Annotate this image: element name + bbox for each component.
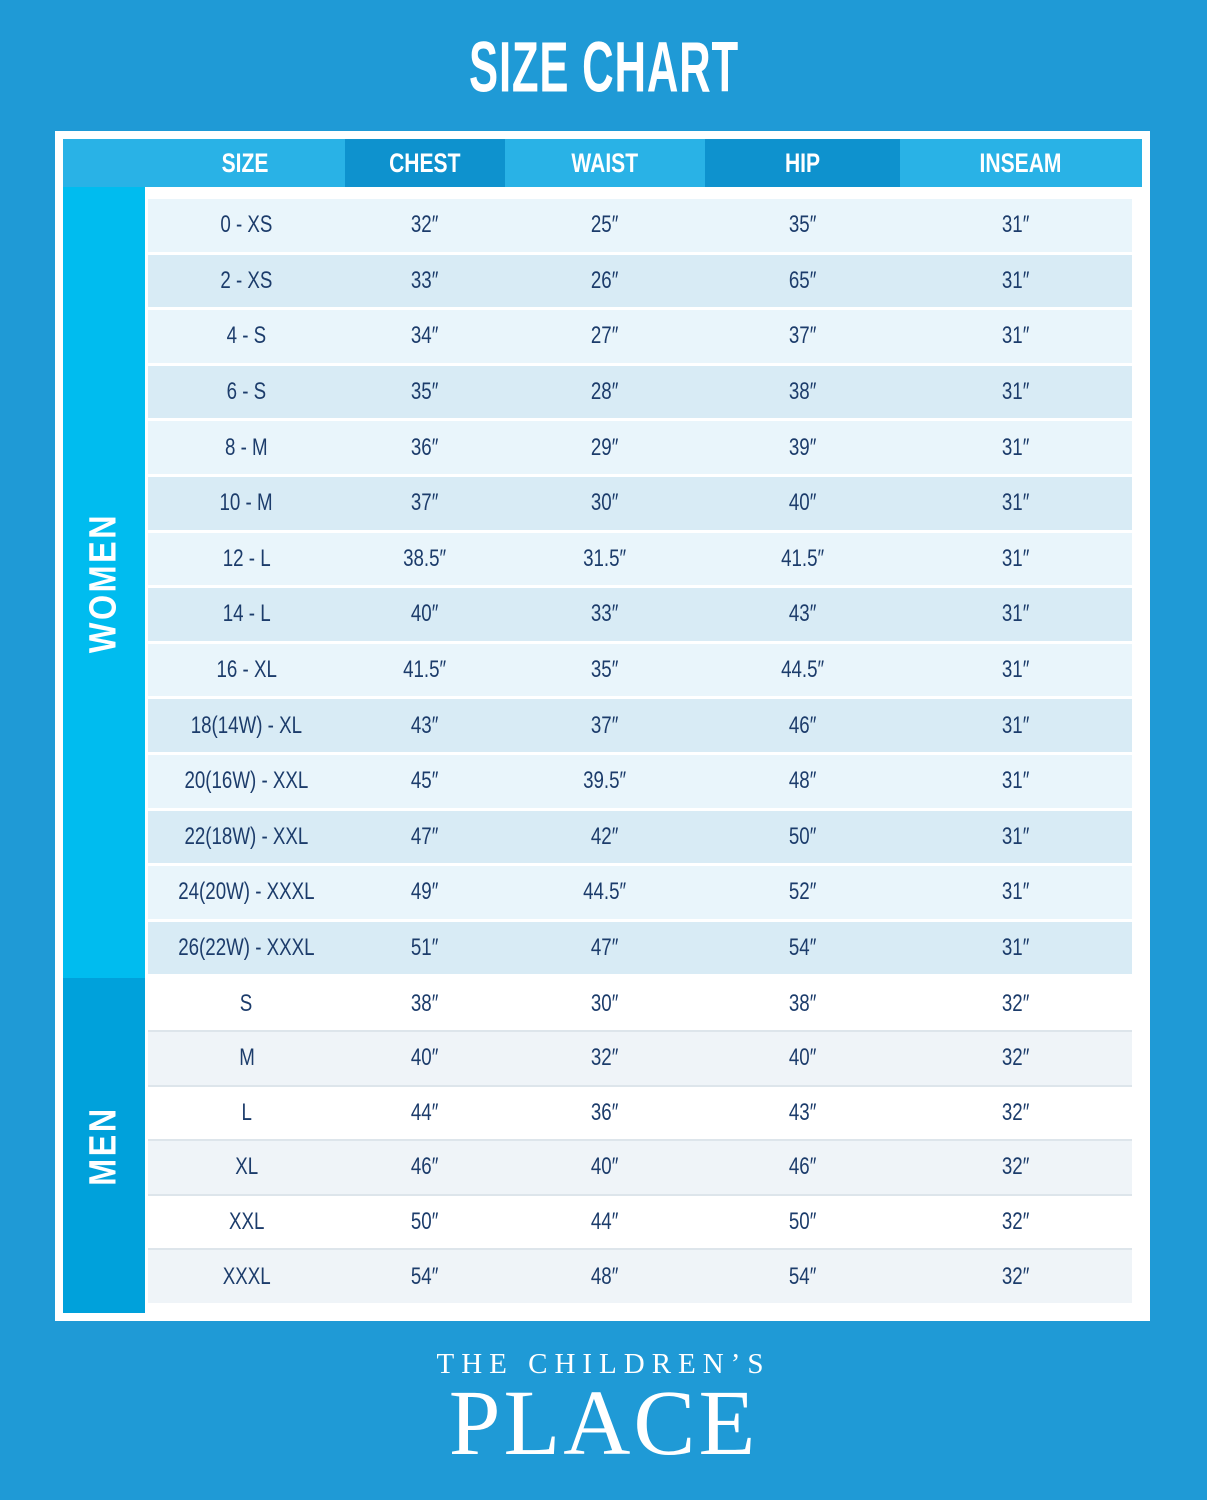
cell-text: 47″ [591, 934, 619, 962]
measurement-cell-waist [505, 644, 705, 697]
header-cell-label: CHEST [389, 147, 461, 178]
measurement-cell-hip [705, 644, 900, 697]
table-row-women-6-s [148, 366, 1132, 422]
measurement-cell-hip [705, 421, 900, 474]
measurement-cell-chest [345, 866, 505, 919]
measurement-cell-waist [505, 1087, 705, 1140]
sidebar-women-label [83, 500, 126, 665]
cell-text: 50″ [788, 822, 817, 850]
size-cell [148, 588, 345, 641]
cell-text: 25″ [591, 211, 619, 239]
sidebar-women-block [63, 187, 145, 978]
size-cell [148, 310, 345, 363]
size-cell [148, 1196, 345, 1249]
cell-text: 41.5″ [403, 656, 447, 684]
cell-text: 35″ [788, 211, 817, 239]
measurement-cell-chest [345, 366, 505, 419]
table-row-women-14-l [148, 588, 1132, 644]
measurement-cell-chest [345, 199, 505, 252]
cell-text: 31.5″ [583, 544, 627, 572]
cell-text: 34″ [411, 322, 439, 350]
cell-text: 8 - M [225, 433, 268, 461]
cell-text: 32″ [1002, 1044, 1030, 1072]
size-cell [148, 1250, 345, 1303]
cell-text: 24(20W) - XXXL [178, 878, 315, 906]
measurement-cell-chest [345, 977, 505, 1030]
size-cell [148, 366, 345, 419]
table-row-women-22-18w-xxl [148, 811, 1132, 867]
cell-text: 31″ [1002, 600, 1030, 628]
cell-text: 22(18W) - XXL [184, 822, 309, 850]
table-row-men-xl [148, 1141, 1132, 1196]
cell-text: 38″ [411, 989, 439, 1017]
header-cell-inseam [900, 139, 1142, 187]
size-cell [148, 866, 345, 919]
cell-text: 31″ [1002, 656, 1030, 684]
page-title-text: SIZE CHART [468, 25, 739, 107]
cell-text: 40″ [591, 1153, 619, 1181]
cell-text: 14 - L [222, 600, 271, 628]
cell-text: 31″ [1002, 322, 1030, 350]
table-row-men-s [148, 977, 1132, 1032]
table-row-women-12-l [148, 533, 1132, 589]
measurement-cell-waist [505, 199, 705, 252]
cell-text: 44.5″ [583, 878, 627, 906]
brand-name-line2: PLACE [448, 1372, 759, 1475]
cell-text: XXXL [222, 1262, 271, 1290]
measurement-cell-hip [705, 1196, 900, 1249]
cell-text: 36″ [591, 1098, 619, 1126]
measurement-cell-chest [345, 922, 505, 975]
measurement-cell-hip [705, 755, 900, 808]
measurement-cell-hip [705, 588, 900, 641]
cell-text: 38″ [788, 378, 817, 406]
cell-text: 40″ [411, 1044, 439, 1072]
cell-text: 50″ [788, 1207, 817, 1235]
cell-text: 31″ [1002, 266, 1030, 294]
measurement-cell-inseam [900, 1087, 1132, 1140]
header-cell-label: SIZE [221, 147, 269, 178]
cell-text: 20(16W) - XXL [184, 767, 309, 795]
measurement-cell-chest [345, 1250, 505, 1303]
measurement-cell-inseam [900, 477, 1132, 530]
measurement-cell-inseam [900, 644, 1132, 697]
cell-text: 65″ [788, 266, 817, 294]
cell-text: 32″ [1002, 1098, 1030, 1126]
measurement-cell-hip [705, 866, 900, 919]
measurement-cell-inseam [900, 811, 1132, 864]
measurement-cell-inseam [900, 866, 1132, 919]
cell-text: 48″ [788, 767, 817, 795]
cell-text: 33″ [411, 266, 439, 294]
size-cell [148, 755, 345, 808]
cell-text: 50″ [411, 1207, 439, 1235]
measurement-cell-hip [705, 811, 900, 864]
cell-text: 40″ [411, 600, 439, 628]
cell-text: 32″ [1002, 1153, 1030, 1181]
cell-text: 37″ [788, 322, 817, 350]
sidebar-men-block [63, 978, 145, 1313]
table-row-men-m [148, 1032, 1132, 1087]
measurement-cell-waist [505, 310, 705, 363]
cell-text: 46″ [788, 711, 817, 739]
table-row-men-xxxl [148, 1250, 1132, 1303]
cell-text: XXL [228, 1207, 265, 1235]
measurement-cell-hip [705, 255, 900, 308]
cell-text: 16 - XL [216, 656, 277, 684]
table-row-men-xxl [148, 1196, 1132, 1251]
cell-text: 33″ [591, 600, 619, 628]
table-row-women-4-s [148, 310, 1132, 366]
table-row-women-24-20w-xxxl [148, 866, 1132, 922]
measurement-cell-chest [345, 811, 505, 864]
cell-text: 18(14W) - XL [190, 711, 303, 739]
cell-text: 43″ [788, 600, 817, 628]
size-cell [148, 255, 345, 308]
cell-text: M [238, 1044, 255, 1072]
measurement-cell-hip [705, 477, 900, 530]
header-corner-spacer [63, 139, 145, 187]
cell-text: 45″ [411, 767, 439, 795]
page-title [0, 25, 1207, 107]
measurement-cell-chest [345, 255, 505, 308]
cell-text: 26″ [591, 266, 619, 294]
header-cell-label: WAIST [571, 147, 639, 178]
measurement-cell-inseam [900, 366, 1132, 419]
section-sidebar [63, 187, 145, 1313]
cell-text: 10 - M [219, 489, 274, 517]
table-row-men-l [148, 1087, 1132, 1142]
cell-text: 40″ [788, 489, 817, 517]
cell-text: 48″ [591, 1262, 619, 1290]
cell-text: 30″ [591, 489, 619, 517]
measurement-cell-chest [345, 1087, 505, 1140]
table-row-women-16-xl [148, 644, 1132, 700]
measurement-cell-chest [345, 533, 505, 586]
cell-text: 29″ [591, 433, 619, 461]
cell-text: 35″ [591, 656, 619, 684]
cell-text: 30″ [591, 989, 619, 1017]
measurement-cell-chest [345, 310, 505, 363]
measurement-cell-hip [705, 1141, 900, 1194]
cell-text: 28″ [591, 378, 619, 406]
cell-text: 32″ [411, 211, 439, 239]
cell-text: 54″ [788, 1262, 817, 1290]
cell-text: 44″ [591, 1207, 619, 1235]
cell-text: 35″ [411, 378, 439, 406]
cell-text: 31″ [1002, 934, 1030, 962]
size-cell [148, 977, 345, 1030]
cell-text: 46″ [411, 1153, 439, 1181]
header-cell-size [145, 139, 345, 187]
cell-text: 32″ [1002, 1207, 1030, 1235]
measurement-cell-hip [705, 1032, 900, 1085]
size-cell [148, 199, 345, 252]
cell-text: 52″ [788, 878, 817, 906]
cell-text: 31″ [1002, 767, 1030, 795]
cell-text: 41.5″ [780, 544, 825, 572]
cell-text: 51″ [411, 934, 439, 962]
cell-text: 31″ [1002, 433, 1030, 461]
table-body [145, 187, 1142, 1313]
measurement-cell-inseam [900, 977, 1132, 1030]
size-cell [148, 477, 345, 530]
cell-text: XL [235, 1153, 258, 1181]
measurement-cell-chest [345, 699, 505, 752]
measurement-cell-inseam [900, 1141, 1132, 1194]
size-cell [148, 1141, 345, 1194]
table-row-women-2-xs [148, 255, 1132, 311]
size-cell [148, 421, 345, 474]
table-row-women-20-16w-xxl [148, 755, 1132, 811]
measurement-cell-chest [345, 588, 505, 641]
cell-text: 31″ [1002, 489, 1030, 517]
cell-text: 49″ [411, 878, 439, 906]
size-table-frame [55, 131, 1150, 1321]
cell-text: 38.5″ [403, 544, 447, 572]
cell-text: 44.5″ [780, 656, 825, 684]
sidebar-men-label-text: MEN [82, 1105, 125, 1186]
measurement-cell-hip [705, 533, 900, 586]
cell-text: 39″ [788, 433, 817, 461]
measurement-cell-waist [505, 977, 705, 1030]
measurement-cell-inseam [900, 1196, 1132, 1249]
sidebar-men-label [83, 1099, 126, 1192]
cell-text: S [240, 989, 253, 1017]
sidebar-women-label-text: WOMEN [82, 512, 125, 653]
table-row-women-18-14w-xl [148, 699, 1132, 755]
measurement-cell-inseam [900, 310, 1132, 363]
measurement-cell-inseam [900, 755, 1132, 808]
measurement-cell-waist [505, 421, 705, 474]
measurement-cell-inseam [900, 1250, 1132, 1303]
measurement-cell-hip [705, 699, 900, 752]
header-cell-waist [505, 139, 705, 187]
cell-text: 40″ [788, 1044, 817, 1072]
table-header-row [63, 139, 1142, 187]
cell-text: 43″ [788, 1098, 817, 1126]
size-cell [148, 533, 345, 586]
cell-text: 6 - S [226, 378, 267, 406]
size-cell [148, 699, 345, 752]
size-cell [148, 1087, 345, 1140]
measurement-cell-inseam [900, 421, 1132, 474]
measurement-cell-waist [505, 255, 705, 308]
cell-text: 43″ [411, 711, 439, 739]
cell-text: 37″ [411, 489, 439, 517]
header-cell-label: INSEAM [980, 147, 1062, 178]
measurement-cell-hip [705, 366, 900, 419]
measurement-cell-hip [705, 922, 900, 975]
cell-text: 36″ [411, 433, 439, 461]
measurement-cell-chest [345, 421, 505, 474]
cell-text: 31″ [1002, 544, 1030, 572]
cell-text: 54″ [411, 1262, 439, 1290]
measurement-cell-waist [505, 1032, 705, 1085]
measurement-cell-chest [345, 1032, 505, 1085]
cell-text: 31″ [1002, 211, 1030, 239]
header-cell-chest [345, 139, 505, 187]
measurement-cell-chest [345, 1196, 505, 1249]
cell-text: 47″ [411, 822, 439, 850]
size-cell [148, 922, 345, 975]
cell-text: 46″ [788, 1153, 817, 1181]
measurement-cell-waist [505, 755, 705, 808]
measurement-cell-hip [705, 1250, 900, 1303]
measurement-cell-inseam [900, 533, 1132, 586]
measurement-cell-chest [345, 1141, 505, 1194]
size-cell [148, 811, 345, 864]
measurement-cell-chest [345, 644, 505, 697]
measurement-cell-waist [505, 477, 705, 530]
cell-text: 44″ [411, 1098, 439, 1126]
table-row-women-8-m [148, 421, 1132, 477]
measurement-cell-inseam [900, 922, 1132, 975]
brand-logo [0, 1348, 1207, 1475]
measurement-cell-hip [705, 1087, 900, 1140]
size-cell [148, 644, 345, 697]
cell-text: 37″ [591, 711, 619, 739]
cell-text: 38″ [788, 989, 817, 1017]
measurement-cell-chest [345, 755, 505, 808]
measurement-cell-waist [505, 922, 705, 975]
header-cell-hip [705, 139, 900, 187]
measurement-cell-waist [505, 533, 705, 586]
measurement-cell-waist [505, 1196, 705, 1249]
cell-text: 31″ [1002, 378, 1030, 406]
cell-text: 32″ [1002, 1262, 1030, 1290]
measurement-cell-waist [505, 366, 705, 419]
cell-text: 27″ [591, 322, 619, 350]
measurement-cell-chest [345, 477, 505, 530]
measurement-cell-hip [705, 977, 900, 1030]
measurement-cell-inseam [900, 699, 1132, 752]
table-row-women-10-m [148, 477, 1132, 533]
measurement-cell-waist [505, 1250, 705, 1303]
cell-text: 31″ [1002, 711, 1030, 739]
cell-text: 12 - L [222, 544, 271, 572]
measurement-cell-inseam [900, 199, 1132, 252]
cell-text: 4 - S [226, 322, 267, 350]
measurement-cell-hip [705, 310, 900, 363]
table-row-women-26-22w-xxxl [148, 922, 1132, 978]
size-cell [148, 1032, 345, 1085]
cell-text: 31″ [1002, 822, 1030, 850]
cell-text: 32″ [1002, 989, 1030, 1017]
cell-text: 42″ [591, 822, 619, 850]
cell-text: 32″ [591, 1044, 619, 1072]
measurement-cell-waist [505, 588, 705, 641]
measurement-cell-waist [505, 699, 705, 752]
measurement-cell-inseam [900, 1032, 1132, 1085]
cell-text: 31″ [1002, 878, 1030, 906]
measurement-cell-inseam [900, 255, 1132, 308]
cell-text: 2 - XS [220, 266, 273, 294]
header-cell-label: HIP [784, 147, 821, 178]
measurement-cell-waist [505, 811, 705, 864]
measurement-cell-hip [705, 199, 900, 252]
brand-name-line1: THE CHILDREN’S [436, 1348, 771, 1380]
cell-text: 26(22W) - XXXL [178, 934, 315, 962]
cell-text: L [241, 1098, 252, 1126]
measurement-cell-inseam [900, 588, 1132, 641]
table-row-women-0-xs [148, 199, 1132, 255]
measurement-cell-waist [505, 1141, 705, 1194]
cell-text: 39.5″ [583, 767, 627, 795]
cell-text: 54″ [788, 934, 817, 962]
measurement-cell-waist [505, 866, 705, 919]
cell-text: 0 - XS [220, 211, 273, 239]
